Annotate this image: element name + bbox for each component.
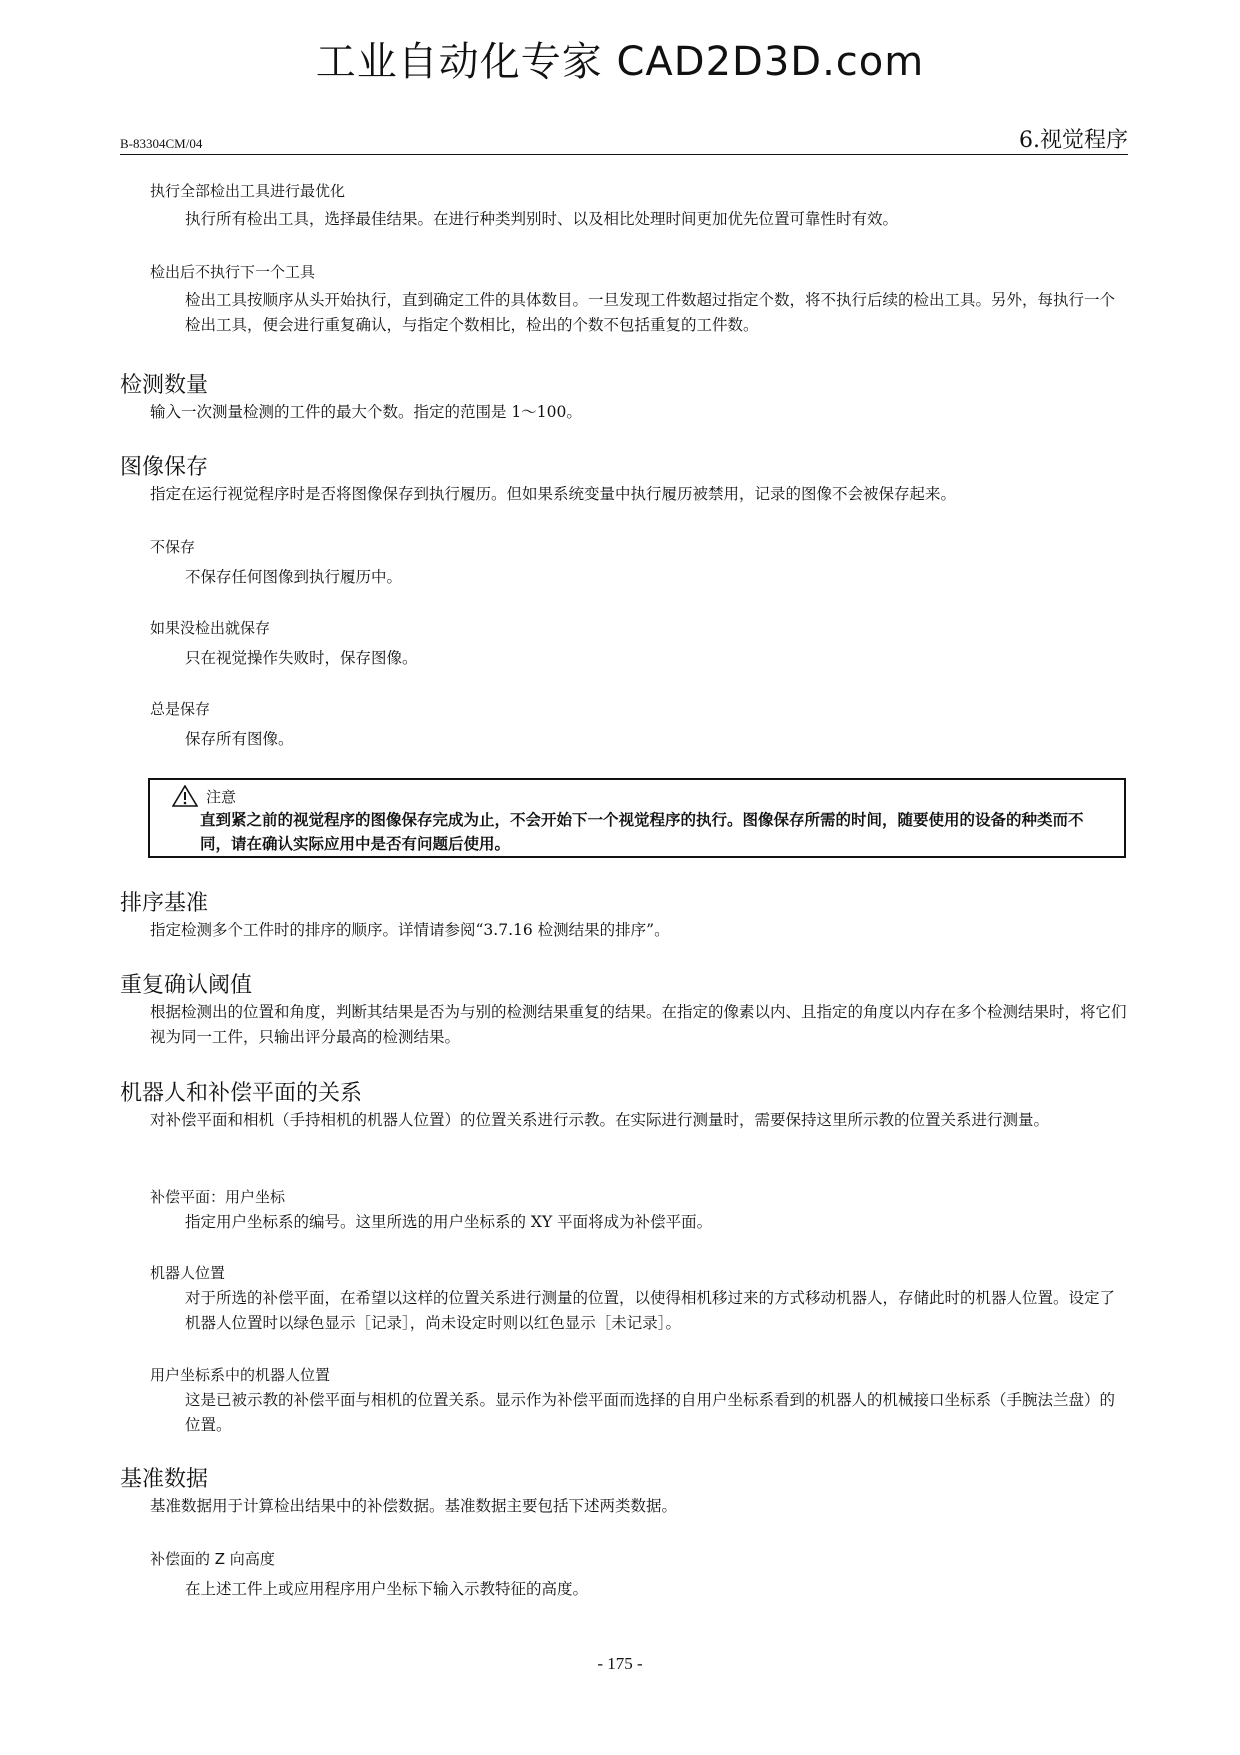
- chapter-title: 6.视觉程序: [1019, 128, 1128, 153]
- section-heading: 机器人和补偿平面的关系: [120, 1081, 363, 1106]
- page-number: - 175 -: [597, 1654, 643, 1673]
- caution-label: 注意: [206, 787, 237, 806]
- option-heading: 检出后不执行下一个工具: [150, 263, 316, 281]
- doc-code: B-83304CM/04: [120, 136, 203, 151]
- warning-icon: [172, 785, 198, 807]
- caution-text: 直到紧之前的视觉程序的图像保存完成为止，不会开始下一个视觉程序的执行。图像保存所需的时间，随要使用的设备的种类而不同，请在确认实际应用中是否有问题后使用。: [200, 811, 1084, 853]
- option-body: 保存所有图像。: [185, 730, 294, 748]
- option-body: 只在视觉操作失败时，保存图像。: [185, 649, 418, 667]
- option-heading: 补偿平面：用户坐标: [150, 1188, 286, 1206]
- section-body: 指定在运行视觉程序时是否将图像保存到执行履历。但如果系统变量中执行履历被禁用，记录的图像不会被保存起来。: [150, 485, 957, 503]
- option-body: 这是已被示教的补偿平面与相机的位置关系。显示作为补偿平面而选择的自用户坐标系看到的机器人的机械接口坐标系（手腕法兰盘）的位置。: [185, 1391, 1116, 1434]
- option-heading: 总是保存: [150, 700, 211, 718]
- watermark: 工业自动化专家 CAD2D3D.com: [315, 39, 925, 85]
- option-heading: 补偿面的 Z 向高度: [150, 1550, 275, 1568]
- page-header: [120, 122, 1128, 155]
- option-body: 不保存任何图像到执行履历中。: [185, 568, 403, 586]
- option-body: 指定用户坐标系的编号。这里所选的用户坐标系的 XY 平面将成为补偿平面。: [185, 1213, 713, 1231]
- caution-box: [148, 778, 1126, 858]
- option-heading: 不保存: [150, 538, 196, 556]
- section-heading: 检测数量: [120, 373, 209, 398]
- option-heading: 机器人位置: [150, 1264, 226, 1282]
- section-body: 输入一次测量检测的工件的最大个数。指定的范围是 1～100。: [150, 403, 582, 421]
- section-heading: 基准数据: [120, 1467, 209, 1492]
- section-heading: 排序基准: [120, 891, 209, 916]
- section-heading: 图像保存: [120, 455, 209, 480]
- option-body: 检出工具按顺序从头开始执行，直到确定工件的具体数目。一旦发现工件数超过指定个数，将不执行后续的检出工具。另外，每执行一个检出工具，便会进行重复确认，与指定个数相比，检出的个数不包括重复的工件数。: [185, 291, 1116, 334]
- option-heading: 用户坐标系中的机器人位置: [150, 1366, 331, 1384]
- option-body: 对于所选的补偿平面，在希望以这样的位置关系进行测量的位置，以使得相机移过来的方式移动机器人，存储此时的机器人位置。设定了机器人位置时以绿色显示［记录］，尚未设定时则以红色显示［未记录］。: [185, 1289, 1116, 1332]
- option-body: 执行所有检出工具，选择最佳结果。在进行种类判别时、以及相比处理时间更加优先位置可靠性时有效。: [185, 210, 899, 228]
- option-heading: 如果没检出就保存: [150, 619, 271, 637]
- section-body: 基准数据用于计算检出结果中的补偿数据。基准数据主要包括下述两类数据。: [150, 1497, 678, 1515]
- section-body: 对补偿平面和相机（手持相机的机器人位置）的位置关系进行示教。在实际进行测量时，需要保持这里所示教的位置关系进行测量。: [150, 1111, 1050, 1129]
- section-body: 指定检测多个工件时的排序的顺序。详情请参阅“3.7.16 检测结果的排序”。: [150, 921, 670, 939]
- option-heading: 执行全部检出工具进行最优化: [150, 182, 346, 200]
- option-body: 在上述工件上或应用程序用户坐标下输入示教特征的高度。: [185, 1580, 589, 1598]
- caution-title: [172, 785, 236, 807]
- section-body: 根据检测出的位置和角度，判断其结果是否为与别的检测结果重复的结果。在指定的像素以内、且指定的角度以内存在多个检测结果时，将它们视为同一工件，只输出评分最高的检测结果。: [150, 1003, 1127, 1046]
- section-heading: 重复确认阈值: [120, 973, 253, 998]
